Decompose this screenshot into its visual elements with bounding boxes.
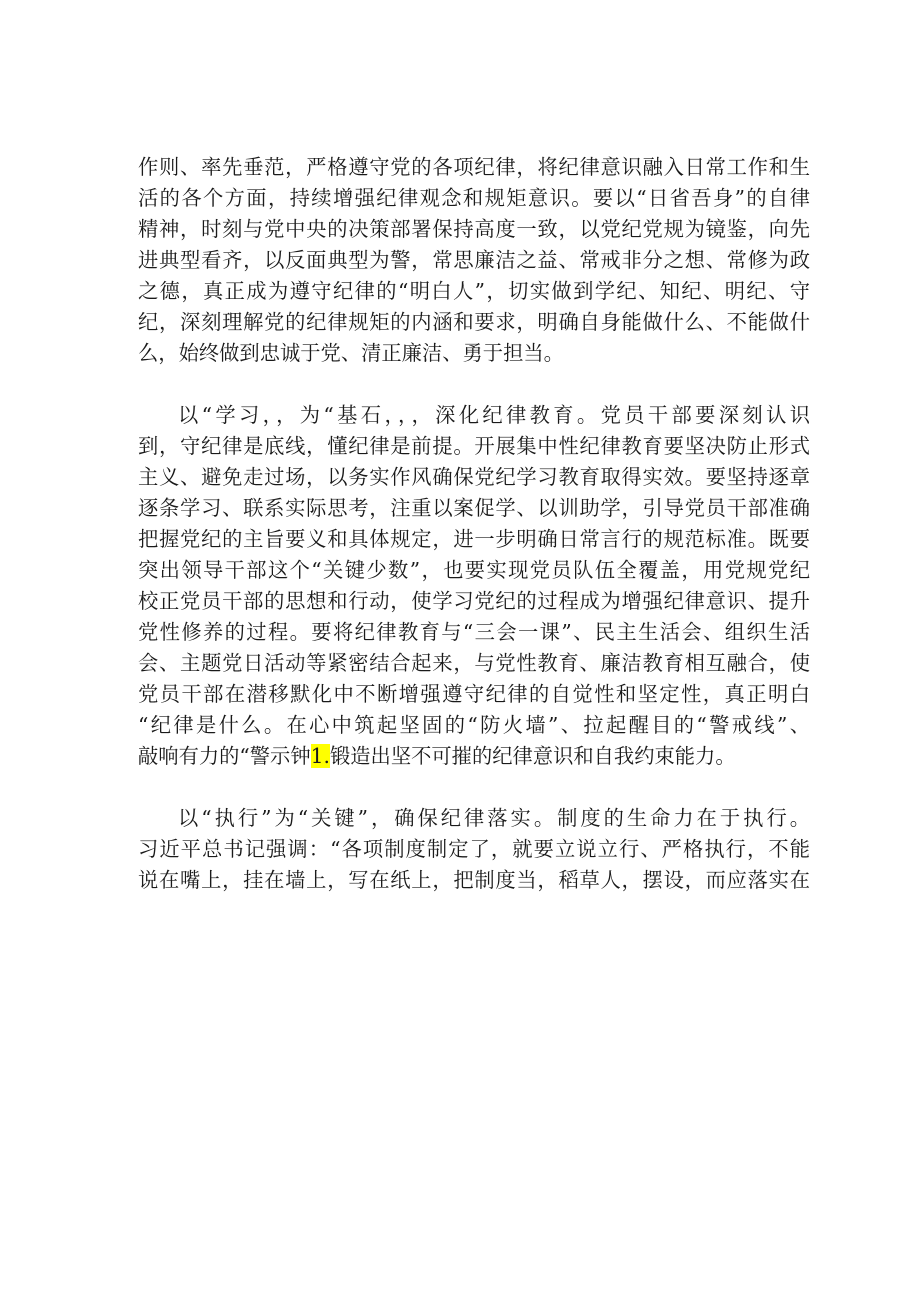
text-segment: 敲响有力的“警示钟 [138, 744, 311, 768]
text-line: 以“学习，，为“基石，，，深化纪律教育。党员干部要深刻认识 [178, 403, 810, 427]
paragraph-2 [138, 400, 810, 772]
highlighted-marker: 1. [310, 744, 330, 768]
text-line: 说在嘴上，挂在墙上，写在纸上，把制度当，稻草人，摆设，而应落实在 [138, 868, 810, 892]
text-line: 以“执行”为“关键”，确保纪律落实。制度的生命力在于执行。 [178, 806, 810, 830]
text-line: 习近平总书记强调：“各项制度制定了，就要立说立行、严格执行，不能 [138, 837, 810, 861]
text-line: 校正党员干部的思想和行动，使学习党纪的过程成为增强纪律意识、提升 [138, 589, 810, 613]
text-line: 进典型看齐，以反面典型为警，常思廉洁之益、常戒非分之想、常修为政 [138, 248, 810, 272]
text-segment: 锻造出坚不可摧的纪律意识和自我约束能力。 [329, 744, 736, 768]
text-line: “纪律是什么。在心中筑起坚固的“防火墙”、拉起醒目的“警戒线”、 [138, 713, 810, 737]
paragraph-3 [138, 803, 810, 896]
text-line: 么，始终做到忠诚于党、清正廉洁、勇于担当。 [138, 341, 564, 365]
text-line: 活的各个方面，持续增强纪律观念和规矩意识。要以“日省吾身”的自律 [138, 186, 810, 210]
text-line: 党员干部在潜移默化中不断增强遵守纪律的自觉性和坚定性，真正明白 [138, 682, 810, 706]
text-line: 到，守纪律是底线，懂纪律是前提。开展集中性纪律教育要坚决防止形式 [138, 434, 810, 458]
text-line: 把握党纪的主旨要义和具体规定，进一步明确日常言行的规范标准。既要 [138, 527, 810, 551]
text-line: 纪，深刻理解党的纪律规矩的内涵和要求，明确自身能做什么、不能做什 [138, 310, 810, 334]
text-line: 主义、避免走过场，以务实作风确保党纪学习教育取得实效。要坚持逐章 [138, 465, 810, 489]
text-line-with-highlight [138, 741, 810, 772]
text-line: 精神，时刻与党中央的决策部署保持高度一致，以党纪党规为镜鉴，向先 [138, 217, 810, 241]
text-line: 党性修养的过程。要将纪律教育与“三会一课”、民主生活会、组织生活 [138, 620, 810, 644]
text-line: 突出领导干部这个“关键少数”，也要实现党员队伍全覆盖，用党规党纪 [138, 558, 810, 582]
text-line: 作则、率先垂范，严格遵守党的各项纪律，将纪律意识融入日常工作和生 [138, 155, 810, 179]
paragraph-1 [138, 152, 810, 369]
text-line: 逐条学习、联系实际思考，注重以案促学、以训助学，引导党员干部准确 [138, 496, 810, 520]
text-line: 会、主题党日活动等紧密结合起来，与党性教育、廉洁教育相互融合，使 [138, 651, 810, 675]
document-body [138, 152, 810, 927]
text-line: 之德，真正成为遵守纪律的“明白人”，切实做到学纪、知纪、明纪、守 [138, 279, 810, 303]
